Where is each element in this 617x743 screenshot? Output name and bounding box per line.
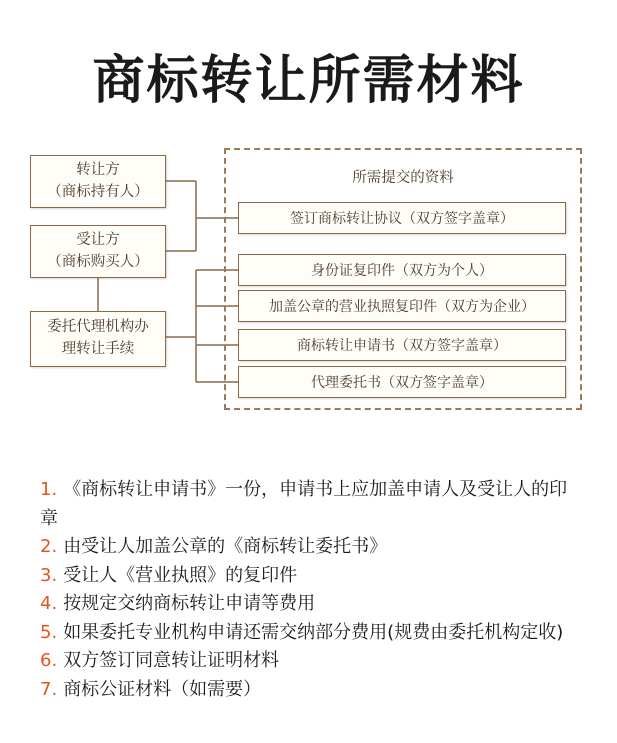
item-number: 6. [40,650,58,671]
doc-id-copy: 身份证复印件（双方为个人） [238,254,566,286]
list-item [40,476,585,533]
page-title: 商标转让所需材料 [92,51,525,111]
node-transferee [30,225,166,278]
list-item [40,619,585,648]
item-text: 双方签订同意转让证明材料 [63,650,280,671]
item-text: 商标公证材料（如需要） [63,678,262,700]
node-transferor [30,155,166,208]
node-line1: 受让方 [76,231,120,248]
node-line2: 理转让手续 [61,341,135,357]
item-number: 3. [40,564,58,586]
item-text: 受让人《营业执照》的复印件 [63,564,298,586]
item-text: 如果委托专业机构申请还需交纳部分费用(规费由委托机构定收) [63,621,564,643]
doc-transfer-application: 商标转让申请书（双方签字盖章） [238,329,566,361]
doc-power-of-attorney: 代理委托书（双方签字盖章） [238,366,566,398]
doc-business-license-copy: 加盖公章的营业执照复印件（双方为企业） [238,290,566,322]
item-number: 2. [40,536,58,557]
item-text: 《商标转让申请书》一份，申请书上应加盖申请人及受让人的印章 [40,479,568,529]
node-line1: 委托代理机构办 [47,319,149,336]
list-item [40,676,585,705]
list-item [40,533,585,562]
requirements-list [40,476,585,704]
list-item [40,562,585,591]
item-text: 由受让人加盖公章的《商标转让委托书》 [63,536,388,557]
list-item [40,590,585,619]
item-text: 按规定交纳商标转让申请等费用 [63,593,316,614]
item-number: 4. [40,593,58,614]
node-agent [30,311,166,367]
list-item [40,647,585,676]
item-number: 1. [40,479,58,500]
node-line2: （商标购买人） [47,253,149,270]
node-line2: （商标持有人） [47,183,149,200]
item-number: 7. [40,678,58,700]
doc-transfer-agreement: 签订商标转让协议（双方签字盖章） [238,202,566,234]
item-number: 5. [40,621,58,643]
group-title: 所需提交的资料 [352,170,454,186]
node-line1: 转让方 [76,161,120,178]
